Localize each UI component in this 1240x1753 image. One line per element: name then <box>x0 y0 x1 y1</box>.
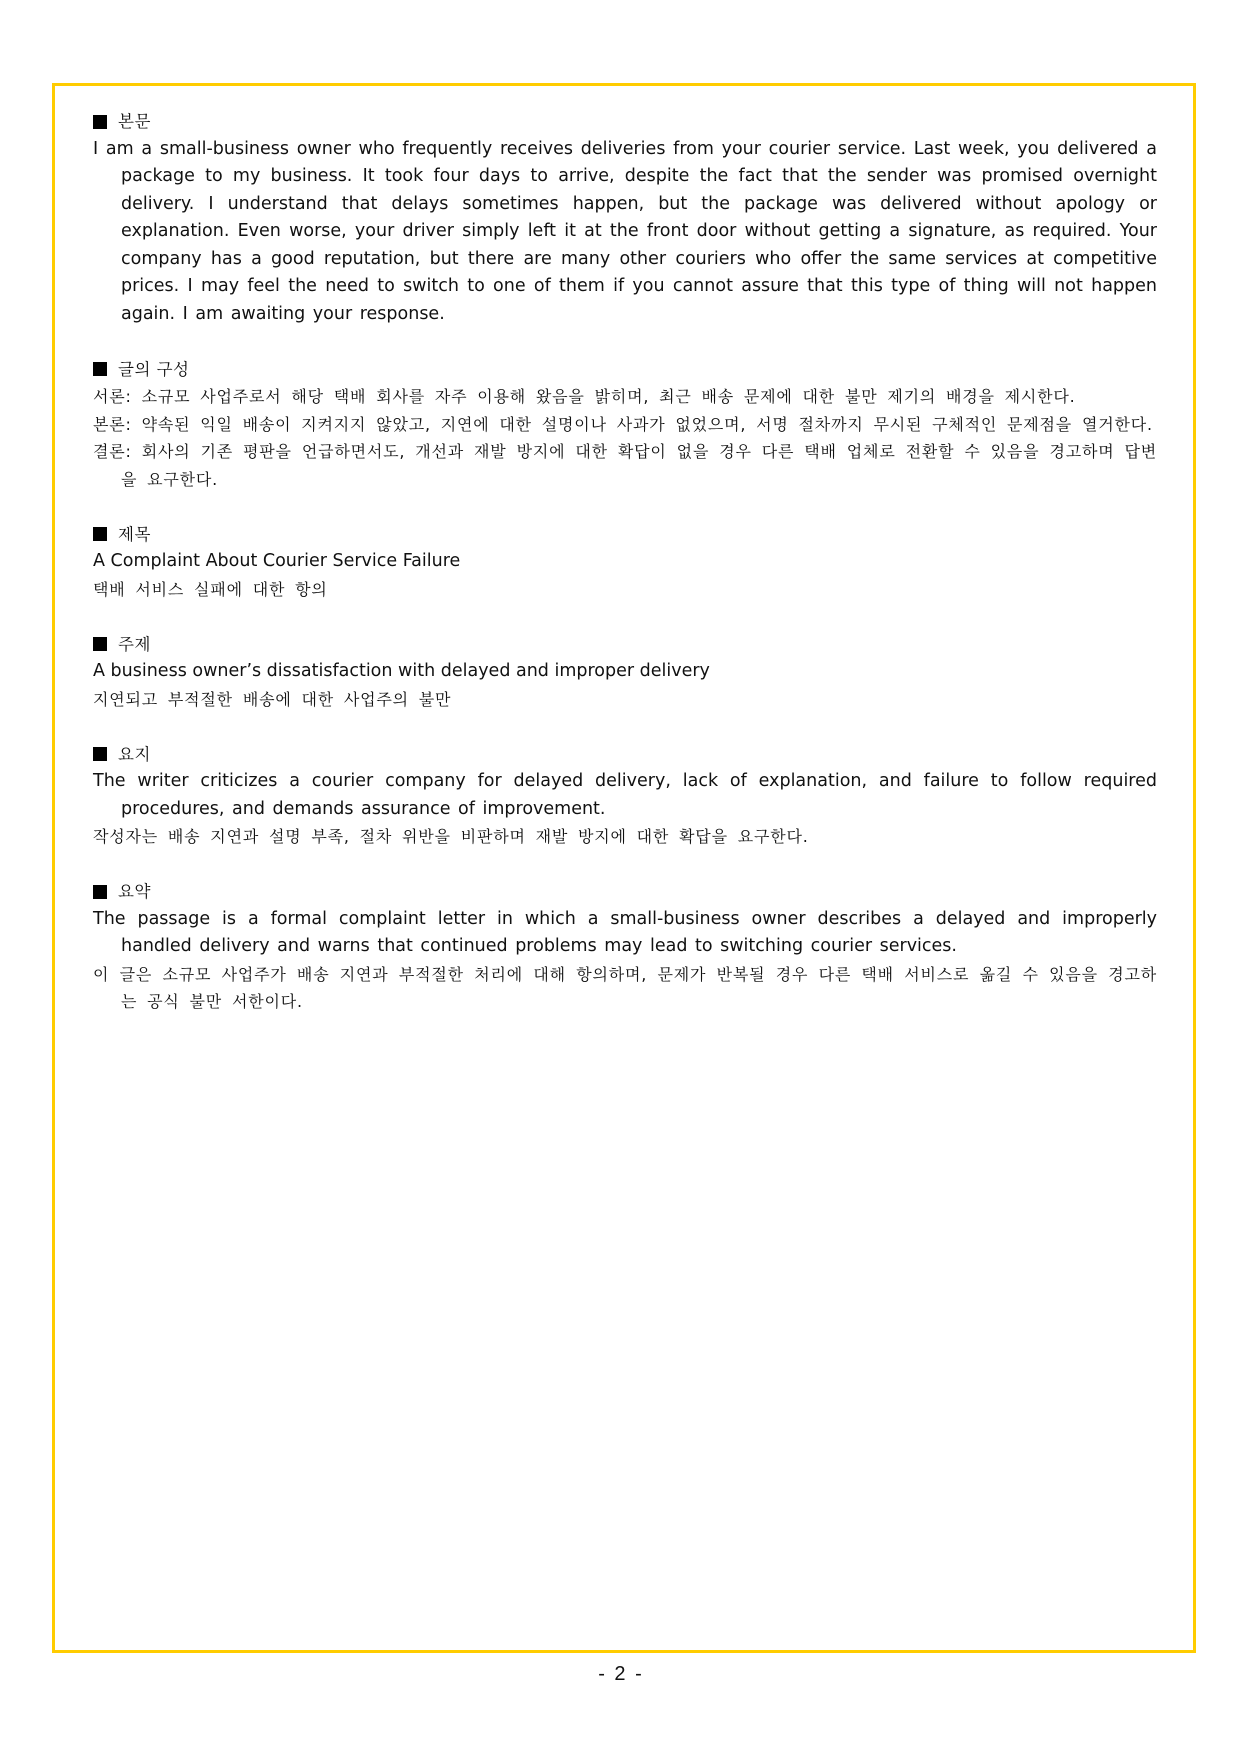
summary-korean: 이 글은 소규모 사업주가 배송 지연과 부적절한 처리에 대해 항의하며, 문제가 반복될 경우 다른 택배 서비스로 옮길 수 있음을 경고하는 공식 불만 서한이다. <box>93 964 1157 1011</box>
section-structure <box>93 356 1157 494</box>
gist-english: The writer criticizes a courier company for delayed delivery, lack of explanation, and failure to follow required procedures, and demands assurance of improvement. <box>93 771 1157 819</box>
structure-conclusion: 결론: 회사의 기존 평판을 언급하면서도, 개선과 재발 방지에 대한 확답이 없을 경우 다른 택배 업체로 전환할 수 있음을 경고하며 답변을 요구한다. <box>93 442 1157 489</box>
section-gist <box>93 741 1157 851</box>
section-heading-body <box>93 108 1157 136</box>
structure-introduction: 서론: 소규모 사업주로서 해당 택배 회사를 자주 이용해 왔음을 밝히며, 최근 배송 문제에 대한 불만 제기의 배경을 제시한다. <box>93 387 1076 406</box>
title-english: A Complaint About Courier Service Failure <box>93 551 461 571</box>
section-heading-gist <box>93 741 1157 769</box>
section-heading-label: 제목 <box>118 524 151 544</box>
topic-korean: 지연되고 부적절한 배송에 대한 사업주의 불만 <box>93 689 452 709</box>
body-paragraph: I am a small-business owner who frequently receives deliveries from your courier service. Last week, you delivered a package to my business. It took four days to arrive, despite the fact that the sender was promised overnight delivery. I understand that delays sometimes happen, but the package was delivered without apology or explanation. Even worse, your driver simply left it at the front door without getting a signature, as required. Your company has a good reputation, but there are many other couriers who offer the same services at competitive prices. I may feel the need to switch to one of them if you cannot assure that this type of thing will not happen again. I am awaiting your response. <box>93 138 1157 324</box>
black-square-bullet-icon <box>93 115 107 129</box>
black-square-bullet-icon <box>93 747 107 761</box>
section-body <box>93 108 1157 328</box>
section-heading-topic <box>93 631 1157 659</box>
black-square-bullet-icon <box>93 362 107 376</box>
section-heading-label: 본문 <box>118 112 151 131</box>
black-square-bullet-icon <box>93 637 107 651</box>
gist-korean: 작성자는 배송 지연과 설명 부족, 절차 위반을 비판하며 재발 방지에 대한 확답을 요구한다. <box>93 827 809 846</box>
topic-english: A business owner’s dissatisfaction with delayed and improper delivery <box>93 661 710 681</box>
section-summary <box>93 878 1157 1016</box>
page-number: - 2 - <box>598 1663 642 1685</box>
section-heading-summary <box>93 878 1157 906</box>
section-heading-structure <box>93 356 1157 384</box>
section-topic <box>93 631 1157 714</box>
section-heading-label: 요약 <box>118 882 151 901</box>
document-content <box>93 108 1157 1043</box>
section-heading-label: 주제 <box>118 634 151 654</box>
structure-body: 본론: 약속된 익일 배송이 지켜지지 않았고, 지연에 대한 설명이나 사과가 없었으며, 서명 절차까지 무시된 구체적인 문제점을 열거한다. <box>93 414 1153 434</box>
summary-english: The passage is a formal complaint letter in which a small-business owner describes a delayed and improperly handled delivery and warns that continued problems may lead to switching courier services. <box>93 908 1157 956</box>
section-title <box>93 521 1157 604</box>
section-heading-label: 글의 구성 <box>118 359 190 379</box>
black-square-bullet-icon <box>93 885 107 899</box>
section-heading-title <box>93 521 1157 549</box>
black-square-bullet-icon <box>93 527 107 541</box>
title-korean: 택배 서비스 실패에 대한 항의 <box>93 579 328 599</box>
section-heading-label: 요지 <box>118 744 151 764</box>
